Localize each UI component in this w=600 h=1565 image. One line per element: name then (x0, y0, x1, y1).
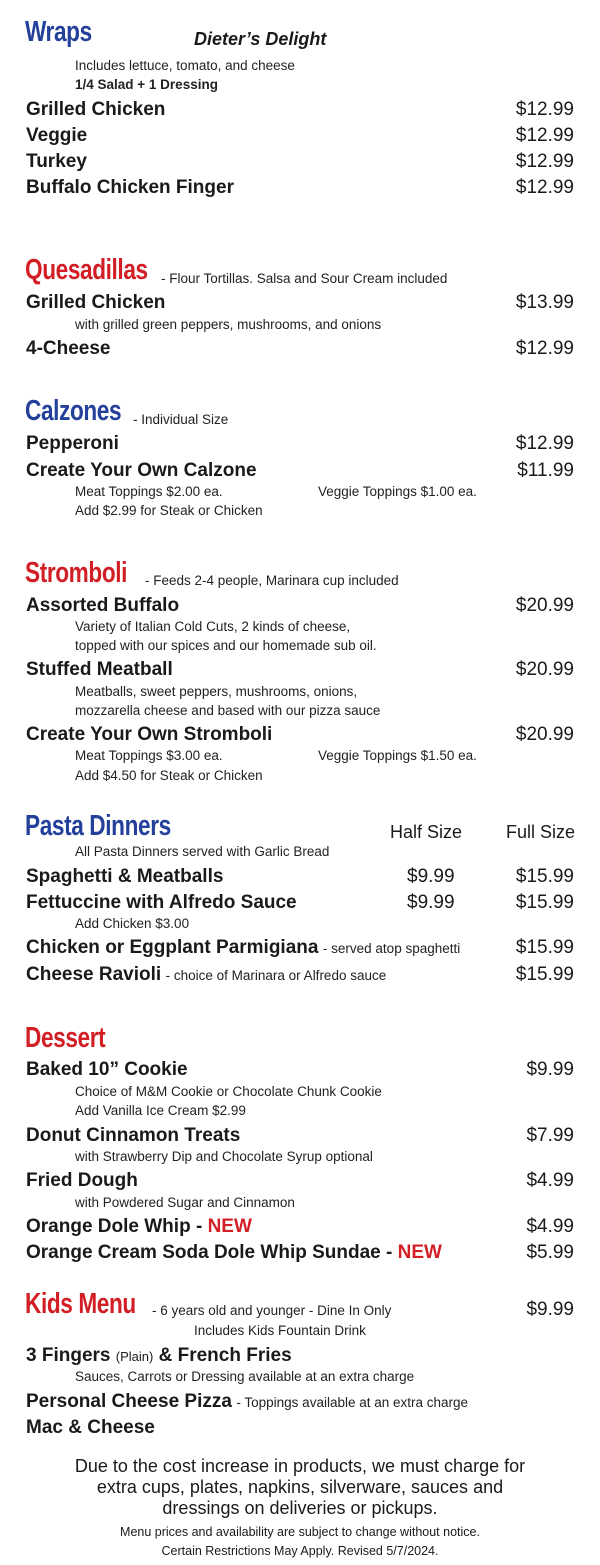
menu-item-price-full: $15.99 (515, 964, 574, 985)
menu-item-price-full: $15.99 (515, 866, 574, 887)
menu-item-name: & French Fries (153, 1345, 292, 1366)
menu-item-suffix: - choice of Marinara or Alfredo sauce (165, 968, 387, 983)
menu-item-name: Pepperoni (26, 433, 119, 454)
wraps-subtitle: Dieter’s Delight (194, 29, 327, 49)
menu-item-price: $12.99 (515, 151, 574, 172)
menu-item-name: Grilled Chicken (26, 99, 166, 120)
menu-item-name: Turkey (26, 151, 87, 172)
menu-item-name: Assorted Buffalo (26, 595, 180, 616)
section-title-stromboli: Stromboli (25, 557, 128, 589)
menu-item-description: topped with our spices and our homemade sub oil. (75, 638, 377, 653)
menu-item-name: Grilled Chicken (26, 292, 166, 313)
menu-item-price: $20.99 (515, 595, 574, 616)
topping-price-veggie: Veggie Toppings $1.50 ea. (318, 748, 477, 763)
menu-item-price: $12.99 (515, 338, 574, 359)
menu-item-description: Add $2.99 for Steak or Chicken (75, 503, 263, 518)
menu-item-price: $12.99 (515, 99, 574, 120)
menu-item-suffix: - served atop spaghetti (322, 941, 461, 956)
section-title-quesadillas: Quesadillas (25, 254, 148, 286)
kids-menu-price: $9.99 (526, 1299, 574, 1320)
wraps-note: Includes lettuce, tomato, and cheese (75, 58, 295, 73)
menu-item-description: Sauces, Carrots or Dressing available at an extra charge (75, 1369, 415, 1384)
menu-item-row (26, 1242, 442, 1264)
menu-item-description: mozzarella cheese and based with our pizza sauce (75, 703, 381, 718)
menu-item-price-half: $9.99 (407, 866, 455, 887)
menu-item-row (26, 964, 386, 986)
menu-item-name: Stuffed Meatball (26, 659, 173, 680)
menu-item-description: with Powdered Sugar and Cinnamon (75, 1195, 295, 1210)
menu-item-name: 4-Cheese (26, 338, 111, 359)
menu-item-price: $12.99 (515, 125, 574, 146)
menu-item-name: Orange Dole Whip - (26, 1216, 208, 1237)
menu-disclaimer (0, 1523, 600, 1561)
price-notice-line: dressings on deliveries or pickups. (162, 1498, 438, 1518)
menu-item-name: Personal Cheese Pizza (26, 1391, 232, 1412)
menu-item-name: Donut Cinnamon Treats (26, 1125, 241, 1146)
section-title-dessert: Dessert (25, 1022, 106, 1054)
menu-item-name: Baked 10” Cookie (26, 1059, 188, 1080)
new-badge: NEW (397, 1242, 442, 1263)
column-header-full-size: Full Size (506, 822, 576, 842)
column-header-half-size: Half Size (390, 822, 463, 842)
menu-item-description: with grilled green peppers, mushrooms, and onions (75, 317, 382, 332)
menu-item-name: Mac & Cheese (26, 1417, 155, 1438)
wraps-note: 1/4 Salad + 1 Dressing (75, 77, 218, 92)
section-title-kids-menu: Kids Menu (25, 1288, 136, 1320)
menu-item-price: $9.99 (526, 1059, 574, 1080)
section-note: - Individual Size (133, 412, 229, 427)
menu-item-name: Create Your Own Stromboli (26, 724, 273, 745)
section-note: All Pasta Dinners served with Garlic Bread (75, 844, 330, 859)
menu-item-price-full: $15.99 (515, 937, 574, 958)
menu-item-price: $13.99 (515, 292, 574, 313)
menu-item-name: Veggie (26, 125, 88, 146)
menu-item-price: $4.99 (526, 1216, 574, 1237)
section-title-calzones: Calzones (25, 395, 122, 427)
menu-item-row (26, 1216, 252, 1238)
menu-item-name: Cheese Ravioli (26, 964, 162, 985)
menu-item-price: $12.99 (515, 177, 574, 198)
menu-item-name: Fried Dough (26, 1170, 138, 1191)
menu-item-name: Chicken or Eggplant Parmigiana (26, 937, 319, 958)
menu-item-suffix: - Toppings available at an extra charge (236, 1395, 469, 1410)
menu-item-price-full: $15.99 (515, 892, 574, 913)
section-title-pasta-dinners: Pasta Dinners (25, 810, 171, 842)
menu-item-description: Choice of M&M Cookie or Chocolate Chunk Cookie (75, 1084, 382, 1099)
topping-price-veggie: Veggie Toppings $1.00 ea. (318, 484, 477, 499)
menu-item-description: Add Chicken $3.00 (75, 916, 190, 931)
section-note: Includes Kids Fountain Drink (194, 1323, 366, 1338)
menu-item-name: Create Your Own Calzone (26, 460, 257, 481)
section-title-wraps: Wraps (25, 16, 92, 48)
menu-item-price: $4.99 (526, 1170, 574, 1191)
menu-item-name: Fettuccine with Alfredo Sauce (26, 892, 297, 913)
price-notice-line: Due to the cost increase in products, we must charge for (74, 1456, 526, 1476)
menu-item-row (26, 937, 460, 959)
section-note: - Flour Tortillas. Salsa and Sour Cream included (161, 271, 448, 286)
price-notice (0, 1456, 600, 1519)
menu-item-name: Buffalo Chicken Finger (26, 177, 234, 198)
menu-item-name: Spaghetti & Meatballs (26, 866, 224, 887)
price-notice-line: extra cups, plates, napkins, silverware, sauces and (96, 1477, 504, 1497)
new-badge: NEW (207, 1216, 252, 1237)
menu-item-price: $20.99 (515, 724, 574, 745)
section-note: - Feeds 2-4 people, Marinara cup included (145, 573, 399, 588)
disclaimer-line: Menu prices and availability are subject to change without notice. (120, 1525, 480, 1539)
menu-item-description: Meatballs, sweet peppers, mushrooms, onions, (75, 684, 358, 699)
menu-item-description: Variety of Italian Cold Cuts, 2 kinds of cheese, (75, 619, 351, 634)
menu-item-row (26, 1345, 292, 1367)
menu-item-price: $20.99 (515, 659, 574, 680)
menu-item-name: Orange Cream Soda Dole Whip Sundae - (26, 1242, 398, 1263)
menu-item-row (26, 1391, 468, 1413)
disclaimer-line: Certain Restrictions May Apply. Revised 5/7/2024. (161, 1544, 439, 1558)
menu-item-qualifier: (Plain) (115, 1349, 154, 1364)
topping-price-meat: Meat Toppings $2.00 ea. (75, 484, 223, 499)
menu-item-price: $11.99 (517, 460, 574, 481)
menu-item-description: Add Vanilla Ice Cream $2.99 (75, 1103, 246, 1118)
menu-item-price: $7.99 (526, 1125, 574, 1146)
menu-item-price-half: $9.99 (407, 892, 455, 913)
section-note: - 6 years old and younger - Dine In Only (152, 1303, 392, 1318)
topping-price-meat: Meat Toppings $3.00 ea. (75, 748, 223, 763)
menu-item-price: $12.99 (515, 433, 574, 454)
menu-item-description: with Strawberry Dip and Chocolate Syrup optional (75, 1149, 373, 1164)
menu-item-price: $5.99 (526, 1242, 574, 1263)
menu-item-name: 3 Fingers (26, 1345, 116, 1366)
menu-item-description: Add $4.50 for Steak or Chicken (75, 768, 263, 783)
